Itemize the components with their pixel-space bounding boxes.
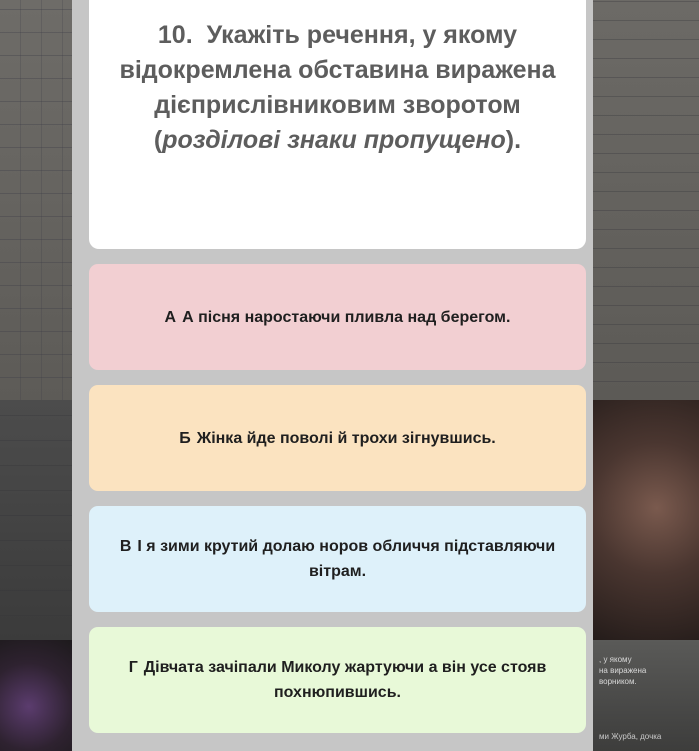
answer-letter-a: А [164, 308, 177, 326]
background-snippet-text-2: ми Журба, дочка [599, 732, 662, 741]
answer-option-v[interactable] [89, 506, 586, 612]
answer-letter-v: В [119, 538, 132, 555]
answer-text-h: Дівчата зачіпали Миколу жартуючи а він усе стояв похнюпившись. [143, 659, 547, 701]
answer-label-a [165, 305, 511, 330]
question-text [113, 18, 562, 158]
background-notebook-right [593, 0, 699, 400]
quiz-panel [72, 0, 593, 751]
answer-label-h [111, 655, 564, 705]
question-number: 10. [157, 21, 193, 49]
question-body: Укажіть речення, у якому відокремлена обставина виражена дієприслівниковим зворотом [119, 21, 556, 119]
background-question-thumbnail [593, 640, 699, 751]
answer-option-a[interactable] [89, 264, 586, 370]
question-note: розділові знаки пропущено [162, 126, 506, 154]
answer-letter-h: Г [128, 659, 138, 676]
answer-text-b: Жінка йде поволі й трохи зігнувшись. [196, 429, 496, 447]
answer-letter-b: Б [179, 429, 191, 447]
background-video-left [0, 640, 72, 751]
background-notebook-left-lower [0, 400, 72, 640]
answer-text-v: І я зими крутий долаю норов обличчя підставляючи вітрам. [137, 538, 556, 580]
answer-text-a: А пісня наростаючи пливла над берегом. [182, 308, 511, 326]
background-notebook-left [0, 0, 72, 400]
background-video-right [593, 400, 699, 640]
question-close-paren: ). [505, 126, 522, 154]
answer-option-b[interactable] [89, 385, 586, 491]
question-card [89, 0, 586, 249]
answer-option-h[interactable] [89, 627, 586, 733]
answer-label-b [179, 426, 496, 451]
answer-label-v [111, 534, 564, 584]
question-open-paren: ( [153, 126, 163, 154]
background-snippet-text: , у якому на виражена ворником. [599, 655, 647, 686]
